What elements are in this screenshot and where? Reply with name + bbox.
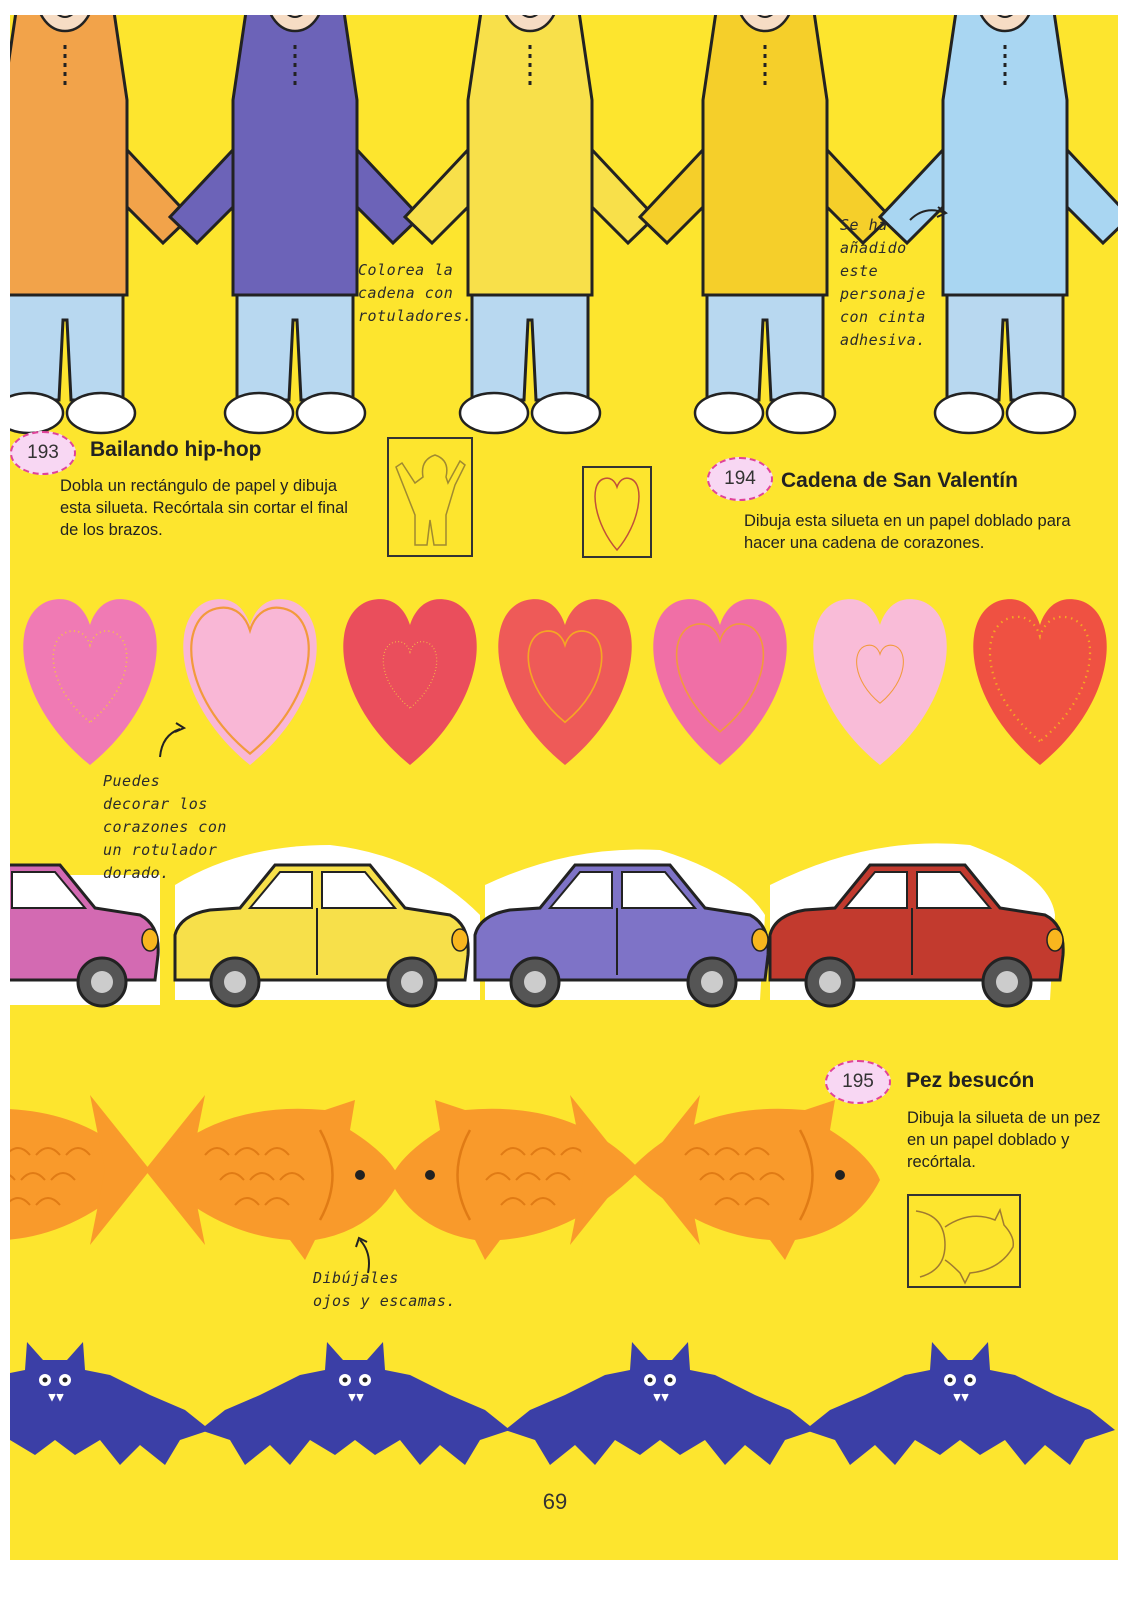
activity-194-description: Dibuja esta silueta en un papel doblado para hacer una cadena de corazones. (744, 512, 1071, 552)
person-yellow-1 (405, 15, 655, 433)
note-corazones: Puedes decorar los corazones con un rotulador dorado. (103, 772, 227, 882)
note-colorea: Colorea la cadena con rotuladores. (358, 261, 473, 325)
bat-chain (10, 1342, 1115, 1465)
silhouette-box-fish (908, 1195, 1020, 1287)
person-purple (170, 15, 420, 433)
activity-193-title: Bailando hip-hop (90, 438, 262, 461)
page-number: 69 (542, 1489, 568, 1514)
heart-chain (23, 599, 1106, 765)
fish-chain (10, 1095, 880, 1260)
silhouette-box-heart (583, 467, 651, 557)
people-chain (10, 15, 1118, 433)
person-orange (10, 15, 190, 433)
craft-page (10, 15, 1118, 1560)
note-anadido: Se ha añadido este personaje con cinta adhesiva. (840, 216, 926, 349)
activity-193-description: Dobla un rectángulo de papel y dibuja esta silueta. Recórtala sin cortar el final de los brazos. (60, 477, 348, 539)
activity-195-title: Pez besucón (906, 1069, 1035, 1092)
activity-195-badge: 195 (825, 1060, 891, 1104)
silhouette-box-person (388, 438, 472, 556)
note-pez: Dibújales ojos y escamas. (313, 1269, 456, 1310)
activity-194-title: Cadena de San Valentín (781, 469, 1018, 492)
activity-193-badge: 193 (10, 431, 76, 475)
activity-195-description: Dibuja la silueta de un pez en un papel doblado y recórtala. (907, 1109, 1101, 1171)
activity-194-badge: 194 (707, 457, 773, 501)
